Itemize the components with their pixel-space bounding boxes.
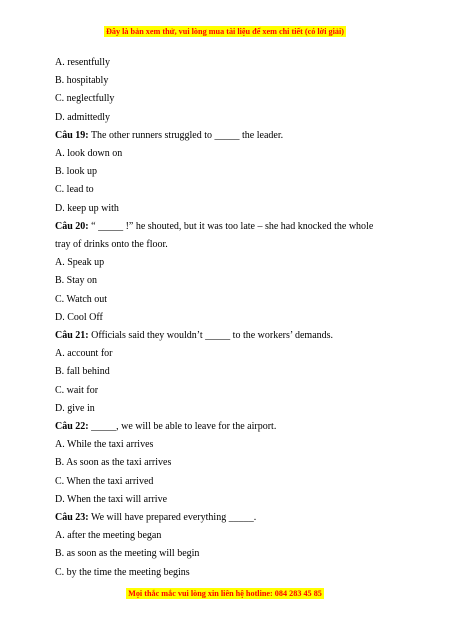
option-line: C. lead to [55, 184, 94, 196]
option-line: B. as soon as the meeting will begin [55, 548, 200, 560]
question-number: Câu 21: [55, 330, 89, 342]
option-line: A. look down on [55, 148, 123, 160]
option-line: B. fall behind [55, 366, 110, 378]
option-line: D. admittedly [55, 111, 110, 123]
question-line [55, 509, 415, 527]
question-line [55, 127, 415, 145]
option-line: D. Cool Off [55, 311, 103, 323]
option-line: B. Stay on [55, 275, 97, 287]
header-notice [0, 27, 450, 36]
option-line: A. resentfully [55, 57, 110, 68]
question-text: “ _____ !” he shouted, but it was too late – she had knocked the whole [88, 220, 374, 232]
question-number: Câu 20: [55, 220, 89, 232]
option-line: C. When the taxi arrived [55, 475, 154, 487]
option-line: B. look up [55, 166, 97, 178]
option-line: A. after the meeting began [55, 530, 162, 542]
question-text: _____, we will be able to leave for the airport. [88, 421, 277, 433]
footer-notice-text: Mọi thắc mắc vui lòng xin liên hệ hotline: 084 283 45 85 [128, 589, 322, 598]
option-line: B. As soon as the taxi arrives [55, 457, 172, 469]
question-text-continuation: tray of drinks onto the floor. [55, 239, 168, 251]
question-line [55, 218, 415, 236]
document-body [55, 54, 415, 582]
option-line: C. Watch out [55, 293, 108, 305]
question-number: Câu 23: [55, 512, 89, 524]
option-line: D. When the taxi will arrive [55, 493, 168, 505]
question-text: The other runners struggled to _____ the leader. [88, 129, 284, 141]
question-text: Officials said they wouldn’t _____ to the workers’ demands. [88, 330, 334, 342]
option-line: C. wait for [55, 384, 99, 396]
question-number: Câu 19: [55, 129, 89, 141]
question-text: We will have prepared everything _____. [88, 512, 257, 524]
option-line: B. hospitably [55, 75, 109, 87]
option-line: C. neglectfully [55, 93, 115, 105]
option-line: D. give in [55, 402, 95, 414]
option-line: A. account for [55, 348, 113, 360]
footer-notice [0, 589, 450, 598]
header-notice-text: Đây là bản xem thử, vui lòng mua tài liệu để xem chi tiết (có lời giải) [105, 27, 344, 36]
question-line [55, 418, 415, 436]
option-line: D. keep up with [55, 202, 119, 214]
question-number: Câu 22: [55, 421, 89, 433]
option-line: A. Speak up [55, 257, 105, 269]
option-line: A. While the taxi arrives [55, 439, 154, 451]
option-line: C. by the time the meeting begins [55, 566, 190, 578]
question-line [55, 327, 415, 345]
